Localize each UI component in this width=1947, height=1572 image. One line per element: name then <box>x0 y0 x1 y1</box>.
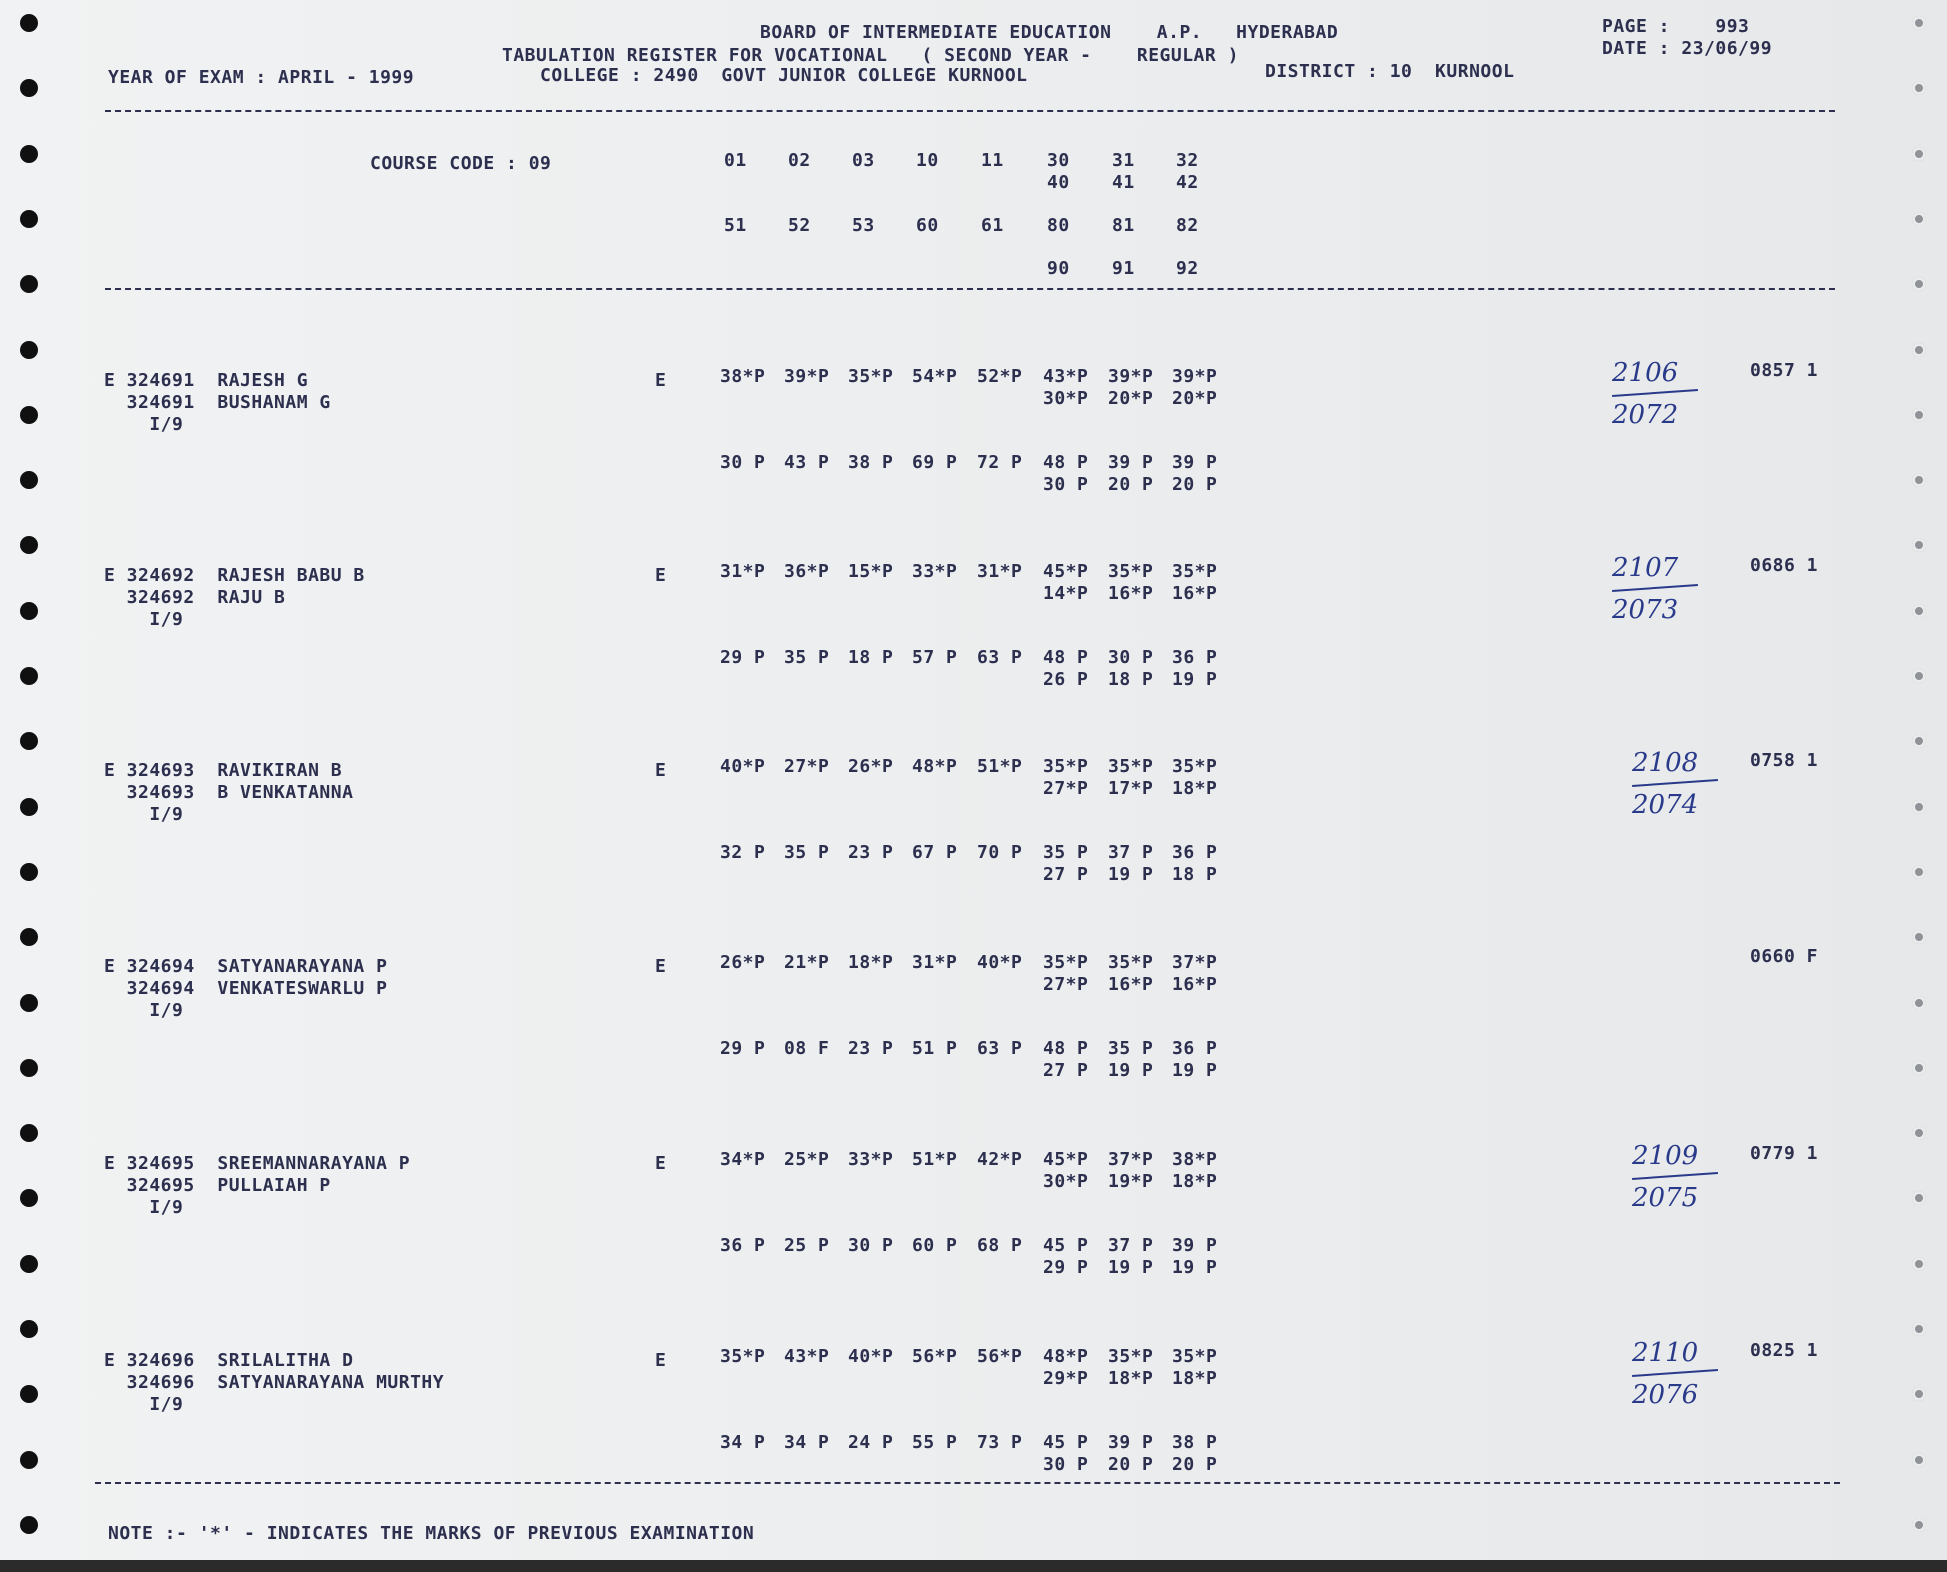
previous-mark: 16*P <box>1108 583 1154 604</box>
current-mark: 18 P <box>848 647 894 668</box>
course-code: 10 <box>916 150 939 171</box>
previous-mark: 43*P <box>784 1346 830 1367</box>
previous-mark: 36*P <box>784 561 830 582</box>
current-mark: 37 P <box>1108 842 1154 863</box>
previous-mark: 27*P <box>784 756 830 777</box>
feed-hole <box>20 1385 38 1403</box>
previous-mark: 35*P <box>1172 756 1218 777</box>
feed-hole <box>20 145 38 163</box>
feed-hole <box>1912 147 1926 161</box>
previous-mark: 27*P <box>1043 778 1089 799</box>
previous-mark: 17*P <box>1108 778 1154 799</box>
previous-mark: 18*P <box>1172 1368 1218 1389</box>
feed-hole <box>20 1189 38 1207</box>
college-line: COLLEGE : 2490 GOVT JUNIOR COLLEGE KURNOOL <box>540 65 1028 86</box>
course-code: 02 <box>788 150 811 171</box>
current-mark: 20 P <box>1172 474 1218 495</box>
feed-hole <box>20 536 38 554</box>
current-mark: 48 P <box>1043 1038 1089 1059</box>
feed-hole <box>1912 1322 1926 1336</box>
total-and-result: 0779 1 <box>1750 1143 1819 1164</box>
total-and-result: 0758 1 <box>1750 750 1819 771</box>
previous-mark: 16*P <box>1172 974 1218 995</box>
handwritten-divider <box>1612 584 1698 592</box>
register-title: TABULATION REGISTER FOR VOCATIONAL ( SECOND YEAR - REGULAR ) <box>502 45 1239 66</box>
previous-mark: 43*P <box>1043 366 1089 387</box>
feed-hole <box>1912 930 1926 944</box>
previous-mark: 35*P <box>1108 1346 1154 1367</box>
previous-mark: 42*P <box>977 1149 1023 1170</box>
course-code: 01 <box>724 150 747 171</box>
previous-mark: 31*P <box>912 952 958 973</box>
previous-mark: 39*P <box>784 366 830 387</box>
student-father-name: 324693 B VENKATANNA <box>104 782 354 803</box>
total-and-result: 0857 1 <box>1750 360 1819 381</box>
handwritten-divider <box>1632 779 1718 787</box>
previous-mark: 35*P <box>720 1346 766 1367</box>
right-feed-holes <box>1912 0 1947 1560</box>
previous-mark: 51*P <box>977 756 1023 777</box>
course-code: 42 <box>1176 172 1199 193</box>
current-mark: 72 P <box>977 452 1023 473</box>
current-mark: 30 P <box>1108 647 1154 668</box>
feed-hole <box>20 602 38 620</box>
course-code: 31 <box>1112 150 1135 171</box>
current-mark: 30 P <box>1043 1454 1089 1475</box>
total-and-result: 0660 F <box>1750 946 1819 967</box>
current-mark: 67 P <box>912 842 958 863</box>
current-mark: 23 P <box>848 1038 894 1059</box>
previous-mark: 26*P <box>720 952 766 973</box>
course-code: 32 <box>1176 150 1199 171</box>
feed-hole <box>1912 996 1926 1010</box>
current-mark: 36 P <box>1172 1038 1218 1059</box>
current-mark: 32 P <box>720 842 766 863</box>
previous-mark: 45*P <box>1043 561 1089 582</box>
previous-mark: 35*P <box>1108 756 1154 777</box>
previous-mark: 29*P <box>1043 1368 1089 1389</box>
handwritten-serial-bottom: 2073 <box>1612 595 1679 625</box>
course-code: 51 <box>724 215 747 236</box>
student-group: I/9 <box>104 804 184 825</box>
current-mark: 48 P <box>1043 452 1089 473</box>
feed-hole <box>20 1255 38 1273</box>
previous-mark: 20*P <box>1108 388 1154 409</box>
current-mark: 68 P <box>977 1235 1023 1256</box>
feed-hole <box>20 732 38 750</box>
feed-hole <box>1912 212 1926 226</box>
handwritten-divider <box>1632 1369 1718 1377</box>
previous-mark: 30*P <box>1043 388 1089 409</box>
previous-mark: 20*P <box>1172 388 1218 409</box>
current-mark: 24 P <box>848 1432 894 1453</box>
current-mark: 63 P <box>977 1038 1023 1059</box>
feed-hole <box>1912 1061 1926 1075</box>
feed-hole <box>20 341 38 359</box>
current-mark: 19 P <box>1108 1060 1154 1081</box>
previous-mark: 51*P <box>912 1149 958 1170</box>
footnote: NOTE :- '*' - INDICATES THE MARKS OF PREVIOUS EXAMINATION <box>108 1523 755 1544</box>
total-and-result: 0686 1 <box>1750 555 1819 576</box>
handwritten-serial-bottom: 2074 <box>1632 790 1699 820</box>
previous-mark: 45*P <box>1043 1149 1089 1170</box>
handwritten-serial-top: 2110 <box>1632 1338 1699 1368</box>
course-rule <box>105 288 1835 290</box>
current-mark: 08 F <box>784 1038 830 1059</box>
feed-hole <box>1912 1126 1926 1140</box>
course-code: 03 <box>852 150 875 171</box>
feed-hole <box>20 863 38 881</box>
previous-mark: 35*P <box>848 366 894 387</box>
handwritten-serial-bottom: 2076 <box>1632 1380 1699 1410</box>
previous-mark: 52*P <box>977 366 1023 387</box>
current-mark: 39 P <box>1172 1235 1218 1256</box>
previous-mark: 56*P <box>977 1346 1023 1367</box>
feed-hole <box>1912 473 1926 487</box>
previous-mark: 25*P <box>784 1149 830 1170</box>
total-and-result: 0825 1 <box>1750 1340 1819 1361</box>
previous-mark: 18*P <box>1172 1171 1218 1192</box>
medium-code: E <box>655 760 667 781</box>
previous-mark: 35*P <box>1172 1346 1218 1367</box>
student-father-name: 324691 BUSHANAM G <box>104 392 331 413</box>
handwritten-serial <box>1632 1338 1718 1410</box>
feed-hole <box>1912 865 1926 879</box>
previous-mark: 35*P <box>1108 952 1154 973</box>
student-hall-ticket-name: E 324693 RAVIKIRAN B <box>104 760 343 781</box>
current-mark: 20 P <box>1108 474 1154 495</box>
feed-hole <box>1912 1453 1926 1467</box>
student-father-name: 324696 SATYANARAYANA MURTHY <box>104 1372 445 1393</box>
current-mark: 29 P <box>1043 1257 1089 1278</box>
previous-mark: 40*P <box>720 756 766 777</box>
footer-rule <box>95 1482 1840 1484</box>
course-code: 81 <box>1112 215 1135 236</box>
handwritten-serial-top: 2108 <box>1632 748 1699 778</box>
current-mark: 63 P <box>977 647 1023 668</box>
student-father-name: 324694 VENKATESWARLU P <box>104 978 388 999</box>
feed-hole <box>1912 343 1926 357</box>
previous-mark: 19*P <box>1108 1171 1154 1192</box>
current-mark: 23 P <box>848 842 894 863</box>
current-mark: 39 P <box>1108 1432 1154 1453</box>
student-group: I/9 <box>104 1000 184 1021</box>
handwritten-divider <box>1632 1172 1718 1180</box>
previous-mark: 40*P <box>848 1346 894 1367</box>
current-mark: 51 P <box>912 1038 958 1059</box>
feed-hole <box>1912 1518 1926 1532</box>
handwritten-serial-top: 2107 <box>1612 553 1679 583</box>
medium-code: E <box>655 956 667 977</box>
current-mark: 25 P <box>784 1235 830 1256</box>
current-mark: 38 P <box>1172 1432 1218 1453</box>
current-mark: 34 P <box>720 1432 766 1453</box>
course-code: 60 <box>916 215 939 236</box>
current-mark: 30 P <box>720 452 766 473</box>
previous-mark: 14*P <box>1043 583 1089 604</box>
current-mark: 45 P <box>1043 1235 1089 1256</box>
previous-mark: 18*P <box>1172 778 1218 799</box>
feed-hole <box>1912 538 1926 552</box>
current-mark: 20 P <box>1108 1454 1154 1475</box>
current-mark: 30 P <box>1043 474 1089 495</box>
course-code: 53 <box>852 215 875 236</box>
handwritten-serial-top: 2109 <box>1632 1141 1699 1171</box>
previous-mark: 40*P <box>977 952 1023 973</box>
course-code: 91 <box>1112 258 1135 279</box>
student-father-name: 324695 PULLAIAH P <box>104 1175 331 1196</box>
previous-mark: 27*P <box>1043 974 1089 995</box>
previous-mark: 33*P <box>912 561 958 582</box>
current-mark: 48 P <box>1043 647 1089 668</box>
previous-mark: 16*P <box>1172 583 1218 604</box>
current-mark: 57 P <box>912 647 958 668</box>
current-mark: 35 P <box>1043 842 1089 863</box>
previous-mark: 18*P <box>1108 1368 1154 1389</box>
handwritten-serial <box>1632 748 1718 820</box>
medium-code: E <box>655 1153 667 1174</box>
header-rule <box>105 110 1835 112</box>
student-group: I/9 <box>104 414 184 435</box>
feed-hole <box>20 1059 38 1077</box>
student-hall-ticket-name: E 324695 SREEMANNARAYANA P <box>104 1153 411 1174</box>
feed-hole <box>20 1516 38 1534</box>
previous-mark: 48*P <box>912 756 958 777</box>
current-mark: 34 P <box>784 1432 830 1453</box>
course-code: 61 <box>981 215 1004 236</box>
previous-mark: 48*P <box>1043 1346 1089 1367</box>
course-code: 90 <box>1047 258 1070 279</box>
current-mark: 70 P <box>977 842 1023 863</box>
feed-hole <box>20 275 38 293</box>
feed-hole <box>1912 1257 1926 1271</box>
previous-mark: 35*P <box>1043 952 1089 973</box>
handwritten-serial <box>1632 1141 1718 1213</box>
current-mark: 37 P <box>1108 1235 1154 1256</box>
course-code: 40 <box>1047 172 1070 193</box>
feed-hole <box>20 79 38 97</box>
feed-hole <box>20 406 38 424</box>
feed-hole <box>1912 1387 1926 1401</box>
feed-hole <box>1912 734 1926 748</box>
student-group: I/9 <box>104 1197 184 1218</box>
feed-hole <box>20 1124 38 1142</box>
print-date: DATE : 23/06/99 <box>1602 38 1773 59</box>
current-mark: 73 P <box>977 1432 1023 1453</box>
feed-hole <box>20 928 38 946</box>
student-hall-ticket-name: E 324696 SRILALITHA D <box>104 1350 354 1371</box>
course-code: 80 <box>1047 215 1070 236</box>
current-mark: 27 P <box>1043 1060 1089 1081</box>
current-mark: 30 P <box>848 1235 894 1256</box>
feed-hole <box>20 994 38 1012</box>
medium-code: E <box>655 565 667 586</box>
feed-hole <box>1912 669 1926 683</box>
previous-mark: 37*P <box>1172 952 1218 973</box>
feed-hole <box>20 1320 38 1338</box>
student-group: I/9 <box>104 1394 184 1415</box>
feed-hole <box>1912 81 1926 95</box>
current-mark: 19 P <box>1172 1257 1218 1278</box>
previous-mark: 39*P <box>1108 366 1154 387</box>
course-code: 52 <box>788 215 811 236</box>
current-mark: 55 P <box>912 1432 958 1453</box>
feed-hole <box>1912 800 1926 814</box>
previous-mark: 18*P <box>848 952 894 973</box>
feed-hole <box>1912 604 1926 618</box>
previous-mark: 35*P <box>1108 561 1154 582</box>
current-mark: 20 P <box>1172 1454 1218 1475</box>
current-mark: 43 P <box>784 452 830 473</box>
current-mark: 36 P <box>1172 647 1218 668</box>
handwritten-serial-top: 2106 <box>1612 358 1679 388</box>
current-mark: 35 P <box>784 842 830 863</box>
course-code: 11 <box>981 150 1004 171</box>
previous-mark: 37*P <box>1108 1149 1154 1170</box>
current-mark: 26 P <box>1043 669 1089 690</box>
previous-mark: 31*P <box>720 561 766 582</box>
current-mark: 35 P <box>1108 1038 1154 1059</box>
student-hall-ticket-name: E 324692 RAJESH BABU B <box>104 565 365 586</box>
previous-mark: 35*P <box>1172 561 1218 582</box>
current-mark: 19 P <box>1172 669 1218 690</box>
previous-mark: 30*P <box>1043 1171 1089 1192</box>
handwritten-serial-bottom: 2075 <box>1632 1183 1699 1213</box>
current-mark: 39 P <box>1172 452 1218 473</box>
current-mark: 69 P <box>912 452 958 473</box>
feed-hole <box>1912 408 1926 422</box>
current-mark: 19 P <box>1108 864 1154 885</box>
feed-hole <box>20 667 38 685</box>
student-hall-ticket-name: E 324691 RAJESH G <box>104 370 309 391</box>
medium-code: E <box>655 1350 667 1371</box>
feed-hole <box>20 471 38 489</box>
year-of-exam: YEAR OF EXAM : APRIL - 1999 <box>108 67 415 88</box>
current-mark: 19 P <box>1172 1060 1218 1081</box>
previous-mark: 33*P <box>848 1149 894 1170</box>
current-mark: 18 P <box>1172 864 1218 885</box>
board-title: BOARD OF INTERMEDIATE EDUCATION A.P. HYDERABAD <box>760 22 1339 43</box>
medium-code: E <box>655 370 667 391</box>
previous-mark: 16*P <box>1108 974 1154 995</box>
student-group: I/9 <box>104 609 184 630</box>
course-code: 41 <box>1112 172 1135 193</box>
previous-mark: 35*P <box>1043 756 1089 777</box>
feed-hole <box>20 798 38 816</box>
previous-mark: 15*P <box>848 561 894 582</box>
current-mark: 35 P <box>784 647 830 668</box>
current-mark: 29 P <box>720 1038 766 1059</box>
current-mark: 36 P <box>1172 842 1218 863</box>
page-number: PAGE : 993 <box>1602 16 1750 37</box>
handwritten-serial-bottom: 2072 <box>1612 400 1679 430</box>
left-feed-holes <box>20 0 60 1560</box>
handwritten-serial <box>1612 553 1698 625</box>
handwritten-serial <box>1612 358 1698 430</box>
current-mark: 38 P <box>848 452 894 473</box>
course-code: 30 <box>1047 150 1070 171</box>
previous-mark: 39*P <box>1172 366 1218 387</box>
student-hall-ticket-name: E 324694 SATYANARAYANA P <box>104 956 388 977</box>
handwritten-divider <box>1612 389 1698 397</box>
current-mark: 45 P <box>1043 1432 1089 1453</box>
previous-mark: 26*P <box>848 756 894 777</box>
previous-mark: 38*P <box>1172 1149 1218 1170</box>
feed-hole <box>20 1451 38 1469</box>
feed-hole <box>1912 277 1926 291</box>
feed-hole <box>20 210 38 228</box>
current-mark: 27 P <box>1043 864 1089 885</box>
district-line: DISTRICT : 10 KURNOOL <box>1265 61 1515 82</box>
current-mark: 29 P <box>720 647 766 668</box>
current-mark: 39 P <box>1108 452 1154 473</box>
previous-mark: 34*P <box>720 1149 766 1170</box>
previous-mark: 31*P <box>977 561 1023 582</box>
current-mark: 18 P <box>1108 669 1154 690</box>
current-mark: 19 P <box>1108 1257 1154 1278</box>
previous-mark: 38*P <box>720 366 766 387</box>
current-mark: 60 P <box>912 1235 958 1256</box>
previous-mark: 56*P <box>912 1346 958 1367</box>
course-code-label: COURSE CODE : 09 <box>370 153 552 174</box>
feed-hole <box>1912 16 1926 30</box>
current-mark: 36 P <box>720 1235 766 1256</box>
previous-mark: 21*P <box>784 952 830 973</box>
course-code: 82 <box>1176 215 1199 236</box>
feed-hole <box>20 14 38 32</box>
scan-edge <box>0 1560 1947 1572</box>
course-code: 92 <box>1176 258 1199 279</box>
feed-hole <box>1912 1191 1926 1205</box>
previous-mark: 54*P <box>912 366 958 387</box>
student-father-name: 324692 RAJU B <box>104 587 286 608</box>
